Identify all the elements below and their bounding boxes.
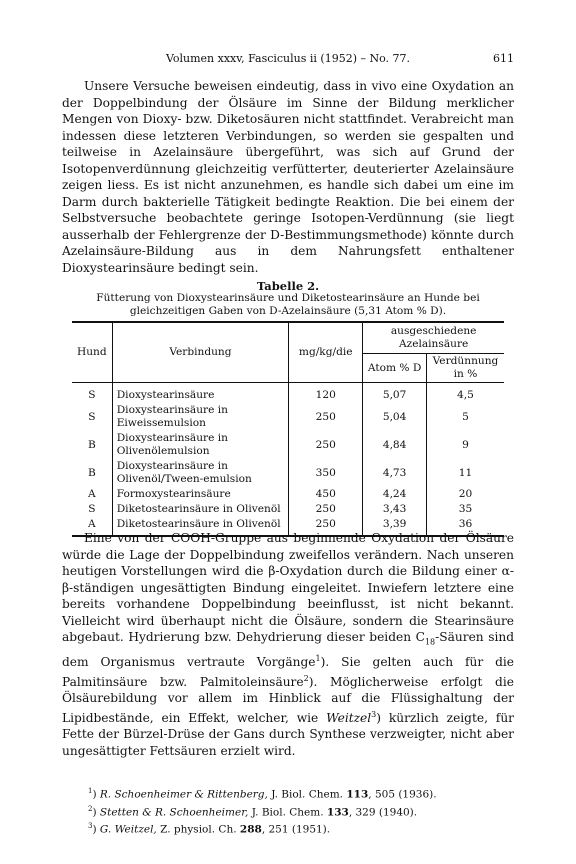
cell-verduennung: 11: [458, 466, 473, 479]
cell-verbindung: Dioxystearinsäure: [112, 383, 288, 404]
header-verduennung: Verdünnung in %: [426, 354, 504, 383]
header-hund: Hund: [72, 322, 112, 383]
table-body: [72, 383, 504, 537]
page-header: [62, 52, 514, 65]
cell-atom: 4,73: [363, 459, 427, 487]
cell-verduennung: 36: [426, 517, 504, 536]
header-mg: mg/kg/die: [289, 322, 363, 383]
cell-verduennung: 20: [458, 488, 473, 500]
cell-mg: 250: [289, 431, 363, 459]
footnote-1: $^1$) R. Schoenheimer & Rittenberg, J. Biol. Chem. 113, 505 (1936).: [88, 787, 437, 801]
header-atom: Atom % D: [363, 354, 427, 383]
table-caption: Fütterung von Dioxystearinsäure und Diketostearinsäure an Hunde bei gleichzeitigen Gaben von D-Azelainsäure (5,31 Atom % D).: [96, 292, 480, 317]
cell-mg: 350: [289, 459, 363, 487]
page-number: 611: [493, 52, 514, 65]
cell-mg: 250: [289, 403, 363, 431]
cell-hund: S: [72, 383, 112, 404]
cell-verduennung: 35: [458, 503, 473, 515]
table-row: [72, 459, 504, 487]
cell-atom: 3,39: [363, 517, 427, 536]
header-group: ausgeschiedene Azelainsäure: [363, 322, 504, 354]
cell-hund: S: [72, 403, 112, 431]
cell-atom: 4,84: [363, 431, 427, 459]
table-row: [72, 403, 504, 431]
cell-verduennung: 4,5: [457, 389, 474, 401]
cell-hund: B: [72, 459, 112, 487]
cell-atom: 3,43: [363, 502, 427, 517]
paragraph-2-text: Eine von der COOH-Gruppe aus beginnende Oxydation der Ölsäure würde die Lage der Doppelbindung zweifellos verändern. Nach unseren heutigen Vorstellungen wird die β-Oxydation durch die Bildung einer α-β-ständigen ungesättigten Bindung eingeleitet. Inwiefern letztere eine bereits vorhandene Doppelbindung beeinflusst, ist nicht bekannt. Vielleicht wird überhaupt nicht die Ölsäure, sondern die Stearinsäure abgebaut. Hydrierung bzw. Dehydrierung dieser beiden $C_{18}$-Säuren sind dem Organismus vertraute Vorgänge$^1$). Sie gelten auch für die Palmitinsäure bzw. Palmitoleinsäure$^2$). Möglicherweise erfolgt die Ölsäurebildung vor allem im Hinblick auf die Flüssighaltung der Lipidbestände, ein Effekt, welcher, wie Weitzel$^3$) kürzlich zeigte, für Fette der Bürzel-Drüse der Gans durch Synthese verzweigter, nicht aber ungesättigter Fettsäuren erzielt wird.: [62, 531, 515, 758]
cell-verbindung: Dioxystearinsäure in Eiweissemulsion: [112, 403, 288, 431]
cell-verbindung: Diketostearinsäure in Olivenöl: [112, 502, 288, 517]
cell-atom: 5,04: [363, 403, 427, 431]
header-verbindung: Verbindung: [112, 322, 288, 383]
table-row: [72, 502, 504, 517]
body-paragraph-1: Unsere Versuche beweisen eindeutig, dass in vivo eine Oxydation an der Doppelbindung der Ölsäure im Sinne der Bildung merklicher Mengen von Dioxy- bzw. Diketosäuren nicht stattfindet. Verabreicht man indessen diese letzteren Verbindungen, so werden sie gespalten und teilweise in Azelainsäure übergeführt, was sich auf Grund der Isotopenverdünnung gleichzeitig verfütterter, deuterierter Azelainsäure zeigen liess. Es ist nicht anzunehmen, es handle sich dabei um eine im Darm durch bakterielle Tätigkeit bedingte Reaktion. Die bei einem der Selbstversuche beobachtete geringe Isotopen-Verdünnung (sie liegt ausserhalb der Fehlergrenze der D-Bestimmungsmethode) könnte durch Azelainsäure-Bildung aus in dem Nahrungsfett enthaltener Dioxystearinsäure bedingt sein.: [62, 79, 514, 275]
cell-hund: S: [72, 502, 112, 517]
cell-verduennung: 5: [462, 410, 469, 423]
table-title: Tabelle 2.: [256, 279, 320, 293]
cell-hund: A: [72, 517, 112, 536]
footnote-3: $^3$) G. Weitzel, Z. physiol. Ch. 288, 251 (1951).: [88, 822, 331, 836]
cell-mg: 250: [289, 517, 363, 536]
cell-verduennung: 9: [462, 438, 469, 451]
running-title: Volumen xxxv, Fasciculus ii (1952) – No. 77.: [165, 52, 411, 65]
cell-atom: 4,24: [363, 487, 427, 502]
cell-verbindung: Dioxystearinsäure in Olivenöl/Tween-emulsion: [112, 459, 288, 487]
cell-verbindung: Diketostearinsäure in Olivenöl: [112, 517, 288, 536]
body-paragraph-2: [62, 530, 514, 759]
table-row: [72, 383, 504, 404]
footnote-2: $^2$) Stetten & R. Schoenheimer, J. Biol. Chem. 133, 329 (1940).: [88, 804, 418, 818]
table-row: [72, 487, 504, 502]
cell-atom: 5,07: [363, 383, 427, 404]
footnotes: [88, 784, 508, 837]
cell-mg: 120: [289, 383, 363, 404]
cell-mg: 250: [289, 502, 363, 517]
results-table: [72, 321, 504, 537]
cell-hund: A: [72, 487, 112, 502]
cell-hund: B: [72, 431, 112, 459]
table-row: [72, 431, 504, 459]
cell-verbindung: Dioxystearinsäure in Olivenölemulsion: [112, 431, 288, 459]
cell-mg: 450: [289, 487, 363, 502]
cell-verbindung: Formoxystearinsäure: [112, 487, 288, 502]
